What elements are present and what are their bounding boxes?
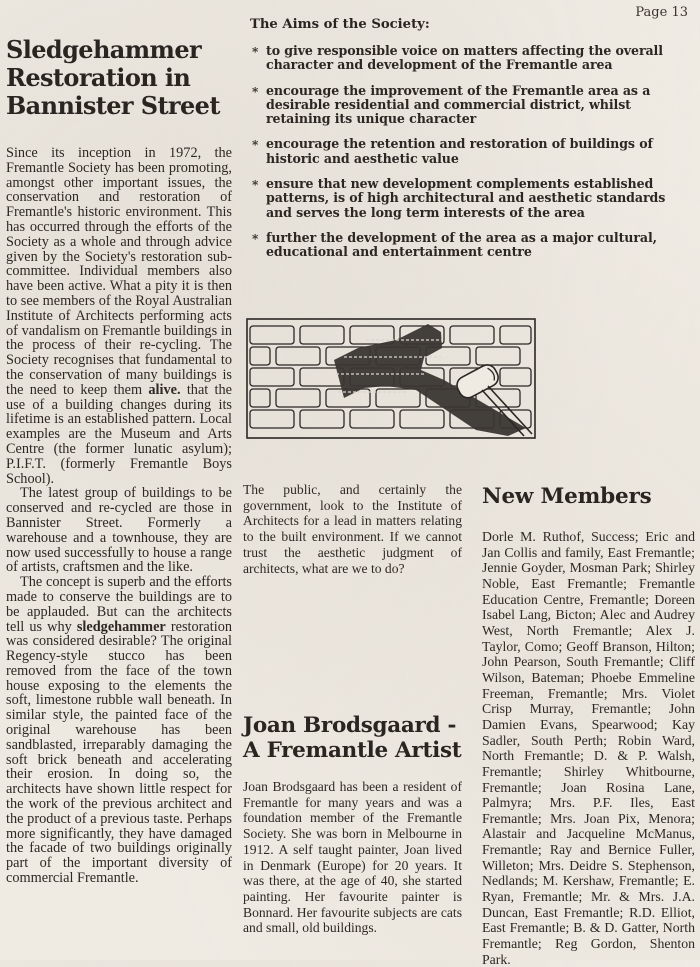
article-continuation-text: The public, and certainly the government, look to the Institute of Architects for a lead in matters relating to the built environment. If we cannot trust the aesthetic judgment of architects, what are we to do? xyxy=(243,482,462,576)
page-number: Page 13 xyxy=(635,5,688,20)
brick-wall-hammer-icon xyxy=(246,318,536,440)
asterisk-bullet-icon: * xyxy=(252,138,259,153)
aims-list xyxy=(250,44,690,260)
article-sledgehammer xyxy=(6,36,232,886)
asterisk-bullet-icon: * xyxy=(252,45,259,59)
new-members xyxy=(482,484,695,967)
sledgehammer-illustration xyxy=(246,318,536,440)
asterisk-bullet-icon: * xyxy=(252,231,259,246)
aims-item-text: ensure that new development complements established patterns, is of high architectural and aesthetic standards and serves the long term interests of the area xyxy=(266,176,666,220)
article-body: Joan Brodsgaard has been a resident of Fremantle for many years and was a foundation member of the Fremantle Society. She was born in Melbourne in 1912. A self taught painter, Joan lived in Denmark (Europe) for 20 years. It was there, at the age of 40, she started painting. Her favourite painter is Bonnard. Her favourite subjects are cats and small, old buildings. xyxy=(243,779,462,936)
article-body xyxy=(6,146,232,886)
brick xyxy=(476,347,520,365)
article-paragraph xyxy=(6,575,232,886)
brick xyxy=(400,410,444,428)
brick xyxy=(276,347,320,365)
brick xyxy=(250,347,270,365)
new-members-list: Dorle M. Ruthof, Success; Eric and Jan Collis and family, East Fremantle; Jennie Goyder, Mosman Park; Shirley Noble, East Fremantle; Fremantle Education Centre, Fremantle; Doreen Isabel Lang, Bicton; Alec and Audrey West, North Fremantle; Alex J. Taylor, Como; Geoff Branson, Hilton; John Pearson, South Fremantle; Cliff Wilson, Bateman; Phoebe Emmeline Freeman, Fremantle; Mrs. Violet Crisp Murray, Fremantle; John Damien Evans, Spearwood; Kay Sadler, South Perth; Robin Ward, North Fremantle; D. & P. Walsh, Fremantle; Shirley Whitbourne, Fremantle; Joan Rosina Lane, Palmyra; Mrs. P.F. Iles, East Fremantle; Mrs. Joan Pix, Menora; Alastair and Jacqueline McManus, Fremantle; Ray and Bernice Fuller, Willeton; Mrs. Deidre S. Stephenson, Nedlands; M. Kershaw, Fremantle; E. Ryan, Fremantle; Mr. & Mrs. J.A. Duncan, East Fremantle; R.D. Elliot, East Fremantle; B. & D. Gatter, North Fremantle; Reg Gordon, Shenton Park. xyxy=(482,529,695,967)
brick xyxy=(500,368,531,386)
text-run: Since its inception in 1972, the Fremantle Society has been promoting, amongst other important issues, the conservation and restoration of Fremantle's historic environment. This has occurred through the efforts of the Society as a whole and through advice given by the Society's restoration sub-committee. Individual members also have been active. What a pity it is then to see members of the Royal Australian Institute of Architects performing acts of vandalism on Fremantle buildings in the process of their re-cycling. The Society recognises that fundamental to the conservation of many buildings is the need to keep them xyxy=(6,145,232,398)
brick xyxy=(300,326,344,344)
brick xyxy=(500,326,531,344)
brick xyxy=(300,410,344,428)
brick xyxy=(250,410,294,428)
asterisk-bullet-icon: * xyxy=(252,178,259,193)
aims-item-text: encourage the retention and restoration of buildings of historic and aesthetic value xyxy=(266,136,653,166)
brick xyxy=(450,326,494,344)
aims-item xyxy=(250,44,690,73)
brick xyxy=(250,326,294,344)
brick xyxy=(250,389,270,407)
aims-title: The Aims of the Society: xyxy=(250,17,430,32)
text-run: The concept is superb and the efforts made to conserve the buildings are to be applauded. But can the architects tell us why xyxy=(6,574,232,635)
brick xyxy=(250,368,294,386)
aims-item-text: further the development of the area as a major cultural, educational and entertainment centre xyxy=(266,229,657,260)
text-run: restoration was considered desirable? The original Regency-style stucco has been removed from the face of the town house exposing to the elements the soft, limestone rubble wall beneath. In similar style, the painted face of the original warehouse has been sandblasted, irreparably damaging the soft brick beneath and accelerating their erosion. In doing so, the architects have shown little respect for the work of the previous architect and the product of a previous taste. Perhaps more significantly, they have damaged the facade of two buildings originally part of the important diversity of commercial Fremantle. xyxy=(6,618,232,887)
article-continuation xyxy=(243,482,462,576)
asterisk-bullet-icon: * xyxy=(252,84,259,99)
article-joan-brodsgaard xyxy=(243,713,462,936)
text-run: that the use of a building changes during its lifetime is an established pattern. Local examples are the Museum and Arts Centre (the former lunatic asylum); P.I.F.T. (formerly Fremantle Boys School). xyxy=(6,381,232,487)
aims-item xyxy=(250,137,690,166)
article-headline: Sledgehammer Restoration in Bannister Street xyxy=(6,35,220,120)
brick xyxy=(350,326,394,344)
aims-item-text: encourage the improvement of the Fremantle area as a desirable residential and commercial district, whilst retaining its unique character xyxy=(266,82,651,127)
aims-item xyxy=(250,177,690,220)
aims-of-society xyxy=(250,17,690,271)
article-paragraph xyxy=(6,146,232,486)
aims-item xyxy=(250,231,690,260)
emphasis-text: sledgehammer xyxy=(76,618,166,635)
emphasis-text: alive. xyxy=(148,381,181,398)
brick xyxy=(350,410,394,428)
aims-item xyxy=(250,84,690,127)
aims-item-text: to give responsible voice on matters affecting the overall character and development of the Fremantle area xyxy=(266,43,663,73)
brick xyxy=(276,389,320,407)
text-run: The latest group of buildings to be conserved and re-cycled are those in Bannister Street. Formerly a warehouse and a townhouse, they are now used successfully to house a range of artists, craftsmen and the like. xyxy=(6,485,232,576)
new-members-headline: New Members xyxy=(482,484,652,509)
article-headline: Joan Brodsgaard - A Fremantle Artist xyxy=(243,713,462,763)
article-paragraph xyxy=(6,486,232,575)
